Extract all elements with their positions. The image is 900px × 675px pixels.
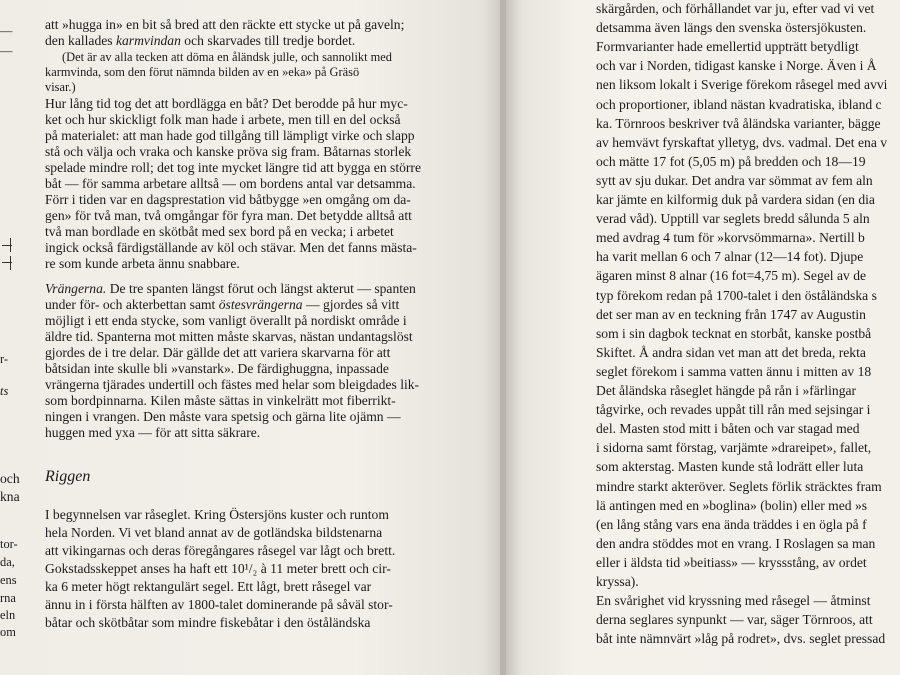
text-line: äldre tid. Spanterna mot mitten måste skarvas, nästan undantagslöst bbox=[45, 329, 413, 344]
section-term: Vrängerna. bbox=[45, 281, 107, 296]
italic-term: östesvrängerna bbox=[218, 297, 303, 312]
text-line: med avdrag 4 tum för »korvsömmarna». Nertill b bbox=[596, 230, 865, 246]
note-line: karmvinda, som den förut nämnda bilden av en »eka» på Gräsö bbox=[45, 65, 360, 79]
text-line: på materialet: att man hade god tillgång till lämpligt virke och slapp bbox=[45, 128, 415, 143]
text-line: Formvarianter hade emellertid uppträtt betydligt bbox=[596, 39, 859, 55]
margin-rule bbox=[10, 238, 11, 252]
text-line: stå och välja och vraka och kanske pröva sig fram. Båtarnas storlek bbox=[45, 144, 412, 159]
margin-fragment: — bbox=[0, 44, 13, 58]
margin-fragment: ens bbox=[0, 573, 17, 587]
text-line: eller i äldsta tid »beitiass» — kryssstång, av ordet bbox=[596, 554, 867, 570]
text-line: typ förekom redan på 1700-talet i den öståländska s bbox=[596, 287, 877, 303]
text-line: re som kunde arbeta ännu snabbare. bbox=[45, 256, 240, 271]
text-line: den kallades karmvindan och skarvades till tredje bordet. bbox=[45, 33, 356, 48]
margin-fragment: kna bbox=[0, 489, 20, 504]
text-line: Hur lång tid tog det att bordlägga en båt? Det berodde på hur myc- bbox=[45, 96, 408, 111]
text-line: vrängerna tjärades undertill och fästes med helar som bleigdades lik- bbox=[45, 377, 420, 392]
text-line: tågvirke, och revades uppåt till rån med sejsingar i bbox=[596, 402, 871, 418]
text-line: som bordpinnarna. Kilen måste sättas in vinkelrätt mot fiberrikt- bbox=[45, 393, 396, 408]
text-line: ka 6 meter högt rektangulärt segel. Ett lågt, brett råsegel var bbox=[45, 579, 372, 594]
text-line: i sidorna samt förstag, varjämte »drareipet», fallet, bbox=[596, 440, 872, 456]
text-line: nen liksom lokalt i Sverige förekom råsegel med avvi bbox=[596, 77, 888, 93]
text-line: att »hugga in» en bit så bred att den räckte ett stycke ut på gaveln; bbox=[45, 17, 405, 32]
margin-fragment: da, bbox=[0, 555, 15, 569]
text-line: båtsidan inte skulle bli »vanstark». De färdighuggna, inpassade bbox=[45, 361, 389, 376]
text-line: seglet förekom i samma vatten ännu i mitten av 18 bbox=[596, 363, 872, 379]
text-line: derna seglares synpunkt — var, säger Törnroos, att bbox=[596, 612, 873, 628]
text-line: spelade mindre roll; det tog inte mycket längre tid att bygga en större bbox=[45, 160, 421, 175]
margin-fragment: tor- bbox=[0, 537, 18, 551]
text-line: gjordes de i tre delar. Där gällde det att variera skarvarna för att bbox=[45, 345, 391, 360]
text-line: verad våd). Upptill var seglets bredd sålunda 5 aln bbox=[596, 211, 870, 227]
text-line: det ser man av en teckning från 1747 av Augustin bbox=[596, 306, 866, 322]
text-line: Skiftet. Å andra sidan vet man att det breda, rekta bbox=[596, 344, 866, 360]
note-line: (Det är av alla tecken att döma en åländsk julle, och sannolikt med bbox=[62, 50, 392, 64]
text-line: skärgården, och förhållandet var ju, efter vad vi vet bbox=[596, 1, 875, 16]
text-line: ingick också färdigställande av köl och stävar. Men det fanns mästa- bbox=[45, 240, 417, 255]
text-line: och var i Norden, tidigast kanske i Norge. Även i Å bbox=[596, 58, 877, 74]
margin-rule bbox=[10, 256, 11, 270]
text-line: och proportioner, ibland nästan kvadratiska, ibland c bbox=[596, 96, 882, 112]
text-line: huggen med yxa — för att sitta säkrare. bbox=[45, 425, 261, 440]
text-line: ka. Törnroos beskriver två åländska varianter, bägge bbox=[596, 115, 881, 131]
text-line: I begynnelsen var råseglet. Kring Östersjöns kuster och runtom bbox=[45, 507, 389, 522]
italic-term: karmvindan bbox=[115, 33, 181, 48]
margin-fragment: r- bbox=[0, 352, 9, 366]
section-heading: Riggen bbox=[45, 468, 91, 485]
note-line: visar.) bbox=[45, 80, 76, 94]
text-line: Förr i tiden var en dagsprestation vid båtbygge »en omgång om da- bbox=[45, 192, 411, 207]
text-line: ha varit mellan 6 och 7 alnar (12—14 fot). Djupe bbox=[596, 249, 864, 265]
text-line: kryssa). bbox=[596, 574, 639, 589]
text-line: två man bordlade en skötbåt med sex bord på en vecka; i arbetet bbox=[45, 224, 394, 239]
margin-fragment: om bbox=[0, 625, 16, 639]
text-line: under för- och akterbettan samt östesvrängerna — gjordes så vitt bbox=[45, 297, 400, 312]
text-line: ket och hur skickligt folk man hade i arbete, men till en del också bbox=[45, 112, 401, 127]
margin-fragment: — bbox=[0, 24, 13, 38]
text-line: sytt av sju dukar. Det andra var sömmat av fem aln bbox=[596, 172, 873, 188]
margin-fragment: eln bbox=[0, 608, 16, 622]
text-line: hela Norden. Vi vet bland annat av de gotländska bildstenarna bbox=[45, 525, 383, 540]
text-line: (en lång stång vars ena ända träddes i en ögla på f bbox=[596, 516, 867, 532]
text-line: kar jämte en kilformig duk på vardera sidan (en dia bbox=[596, 192, 875, 207]
text-line: ningen i vrangen. Den måste vara spetsig och gärna lite ojämn — bbox=[45, 409, 401, 424]
text-line: ägaren minst 8 alnar (16 fot=4,75 m). Segel av de bbox=[596, 268, 867, 284]
text-line: den andra stöddes mot en vrang. I Roslagen sa man bbox=[596, 535, 876, 551]
text-line: lä antingen med en »boglina» (bolin) eller med »s bbox=[596, 497, 868, 513]
text-line: som akterstag. Masten kunde stå lodrätt eller luta bbox=[596, 459, 864, 475]
text-line: En svårighet vid kryssning med råsegel — åtminst bbox=[596, 593, 871, 609]
text-line: gen» för två man, två omgångar för fyra man. Det betydde alltså att bbox=[45, 208, 412, 223]
text-line: del. Masten stod mitt i båten och var stagad med bbox=[596, 421, 860, 437]
text-line: möjligt i ett enda stycke, som vanligt överallt på nordiskt område i bbox=[45, 313, 407, 328]
margin-fragment: rna bbox=[0, 591, 16, 605]
text-line: Gokstadsskeppet anses ha haft ett 10¹/₂ à 11 meter brett och cir- bbox=[45, 561, 391, 576]
text-line: att vikingarnas och deras föregångares råsegel var lågt och brett. bbox=[45, 543, 396, 558]
text-line: av hemvävt fyrskaftat ylletyg, dvs. vadmal. Det ena v bbox=[596, 134, 888, 150]
margin-fragment: ts bbox=[0, 384, 9, 398]
text-line: båtar och skötbåtar som mindre fiskebåtar i den öståländska bbox=[45, 615, 371, 630]
text-line: mindre starkt akteröver. Seglets förlik sträcktes fram bbox=[596, 478, 882, 494]
text-line: Vrängerna. De tre spanten längst förut och längst akterut — spanten bbox=[45, 281, 416, 296]
text-line: och mätte 17 fot (5,05 m) på bredden och 18—19 bbox=[596, 153, 866, 169]
text-line: detsamma även längs den svenska östersjökusten. bbox=[596, 20, 867, 36]
text-line: Det åländska råseglet hängde på rån i »färlingar bbox=[596, 383, 857, 398]
text-line: båt — för samma arbetare alltså — om bordens antal var detsamma. bbox=[45, 176, 416, 191]
text-line: båt inte nämnvärt »låg på rodret», dvs. seglet pressad bbox=[596, 631, 886, 647]
right-page bbox=[506, 0, 900, 675]
text-line: som i sin dagbok tecknat en storbåt, kanske postbå bbox=[596, 325, 872, 341]
margin-fragment: och bbox=[0, 471, 20, 486]
text-line: ännu in i första hälften av 1800-talet dominerande på såväl stor- bbox=[45, 597, 393, 612]
